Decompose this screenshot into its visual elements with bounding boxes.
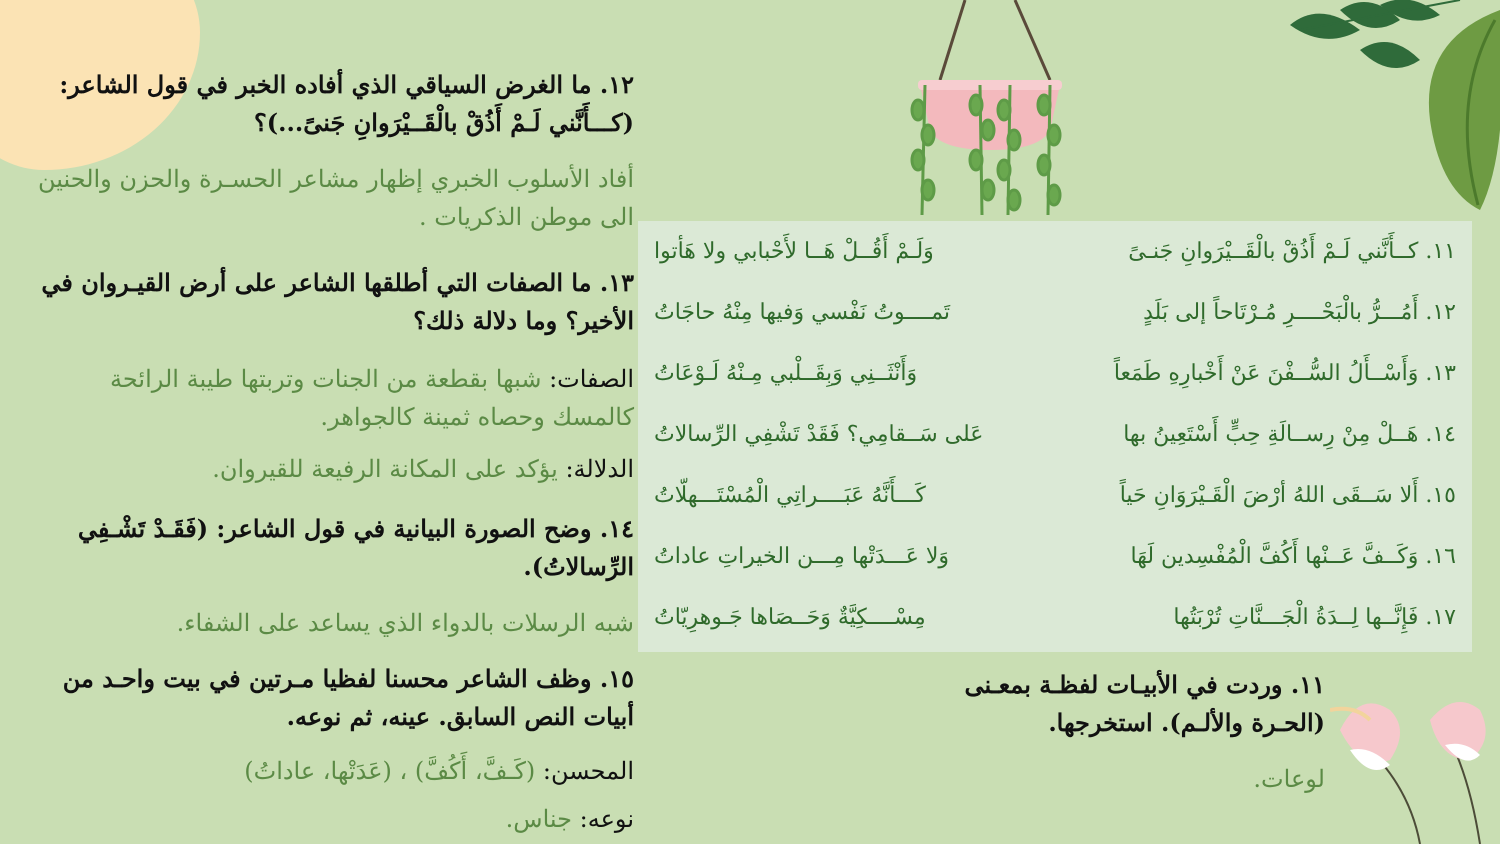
sifat-label: الصفات: <box>549 365 634 393</box>
flower-icon <box>1330 690 1500 844</box>
verse-second-half: عَلى سَــقامِي؟ فَقَدْ تَشْفِي الرِّسالاتُ <box>654 422 984 447</box>
poem-verse <box>638 282 1472 343</box>
poem-verse <box>638 343 1472 404</box>
answer-13-dalala <box>22 450 634 488</box>
answer-15-muhassin <box>22 752 634 790</box>
poem-verse <box>638 465 1472 526</box>
verse-second-half: وَأَنْثَــنِي وَبِقَــلْبي مِـنْهُ لَـوْعَاتُ <box>654 361 918 386</box>
naw-value: جناس. <box>505 805 572 833</box>
verse-first-half: ١٣. وَأَسْــأَلُ السُّــفْنَ عَنْ أَخْبارِهِ طَمَعاً <box>1113 361 1456 386</box>
poem-verse <box>638 587 1472 648</box>
verse-second-half: وَلا عَـــدَتْها مِـــن الخيراتِ عاداتُ <box>654 544 950 569</box>
question-12: ١٢. ما الغرض السياقي الذي أفاده الخبر في قول الشاعر: (كـــأَنَّني لَـمْ أَذُقْ بالْقَــيْرَوانِ جَنىً...)؟ <box>59 70 634 137</box>
answer-13-sifat <box>22 360 634 436</box>
naw-label: نوعه: <box>579 805 634 833</box>
verse-first-half: ١٢. أَمُـــرُّ بالْبَحْــــرِ مُـرْتَاحاً إلى بَلَدٍ <box>1143 300 1456 325</box>
muhassin-value: (كَـفَّ، أَكُفَّ) ، (عَدَتْها، عاداتُ) <box>244 757 536 785</box>
poem-verse <box>638 404 1472 465</box>
question-11: ١١. وردت في الأبيـات لفظـة بمعـنى (الحـرة والألـم). استخرجها. <box>964 670 1325 737</box>
sifat-value: شبها بقطعة من الجنات وتربتها طيبة الرائحة كالمسك وحصاه ثمينة كالجواهر. <box>110 365 634 431</box>
verse-first-half: ١١. كــأَنَّني لَـمْ أَذُقْ بالْقَــيْرَوانِ جَنـىً <box>1128 239 1456 264</box>
question-15: ١٥. وظف الشاعر محسنا لفظيا مـرتين في بيت واحـد من أبيات النص السابق. عينه، ثم نوعه. <box>62 664 634 731</box>
leaves-icon <box>1280 0 1500 215</box>
verse-first-half: ١٧. فَإِنَّــها لِــدَةُ الْجَـــنَّاتِ تُرْبَتُها <box>1173 605 1456 630</box>
verse-first-half: ١٤. هَــلْ مِنْ رِســالَةِ حِبٍّ أَسْتَعِينُ بها <box>1123 422 1456 447</box>
answer-11: لوعات. <box>1253 765 1325 793</box>
answer-12: أفاد الأسلوب الخبري إظهار مشاعر الحسـرة والحزن والحنين الى موطن الذكريات . <box>37 165 634 231</box>
poem-panel <box>638 221 1472 652</box>
verse-second-half: تَمــــوتُ نَفْسي وَفيها مِنْهُ حاجَاتُ <box>654 300 951 325</box>
hanging-plant-icon <box>900 0 1070 225</box>
question-14: ١٤. وضح الصورة البيانية في قول الشاعر: (فَقَـدْ تَشْـفِي الرِّسالاتُ). <box>77 514 634 581</box>
verse-second-half: مِسْــــكِيَّةٌ وَحَــصَاها جَـوهرِيّاتُ <box>654 605 926 630</box>
verse-first-half: ١٦. وَكَــفَّ عَــنْها أَكُفَّ الْمُفْسِدين لَهَا <box>1130 544 1456 569</box>
verse-second-half: وَلَـمْ أَقُــلْ هَــا لأَحْبابي ولا هَأتوا <box>654 239 934 264</box>
answer-14: شبه الرسلات بالدواء الذي يساعد على الشفاء. <box>176 609 634 637</box>
poem-verse <box>638 526 1472 587</box>
dalala-value: يؤكد على المكانة الرفيعة للقيروان. <box>212 455 558 483</box>
dalala-label: الدلالة: <box>565 455 634 483</box>
poem-verse <box>638 221 1472 282</box>
answer-15-naw <box>22 800 634 838</box>
muhassin-label: المحسن: <box>542 757 634 785</box>
verse-second-half: كَـــأَنَّهُ عَبَــــراتِي الْمُسْتَـــهلّاتُ <box>654 483 926 508</box>
question-13: ١٣. ما الصفات التي أطلقها الشاعر على أرض القيـروان في الأخير؟ وما دلالة ذلك؟ <box>41 268 634 335</box>
verse-first-half: ١٥. أَلا سَــقَى اللهُ أرْضَ الْقَـيْرَوَانِ حَياً <box>1119 483 1456 508</box>
